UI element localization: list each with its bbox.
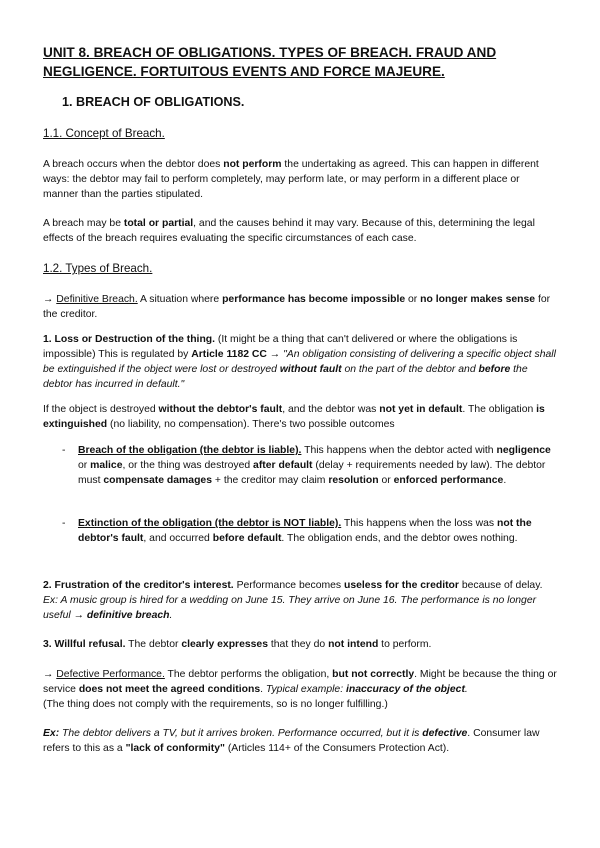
subsection-heading-types: 1.2. Types of Breach. (43, 262, 153, 275)
paragraph-total-partial: A breach may be total or partial, and the causes behind it may vary. Because of this, determining the legal effects of the breach requires evaluating the specific circumstances of each case. (43, 218, 535, 244)
paragraph-example-tv: Ex: The debtor delivers a TV, but it arrives broken. Performance occurred, but it is defective. Consumer law refers to this as a "lack of conformity" (Articles 114+ of the Consumers Protection Act). (43, 728, 540, 754)
paragraph-defective-performance: → Defective Performance. The debtor performs the obligation, but not correctly. Might be because the thing or service does not meet the agreed conditions. Typical example: inaccuracy of the object. (The thing does not comply with the requirements, so is no longer fulfilling.) (43, 669, 557, 710)
bullet-dash: - (62, 518, 66, 529)
document-title: UNIT 8. BREACH OF OBLIGATIONS. TYPES OF BREACH. FRAUD AND NEGLIGENCE. FORTUITOUS EVENTS AND FORCE MAJEURE. (43, 45, 497, 79)
list-item-breach-liable: - Breach of the obligation (the debtor is liable). This happens when the debtor acted with negligence or malice, or the thing was destroyed after default (delay + requirements needed by law). The debtor must compensate damages + the creditor may claim resolution or enforced performance. (62, 445, 551, 486)
paragraph-object-destroyed: If the object is destroyed without the debtor's fault, and the debtor was not yet in default. The obligation is extinguished (no liability, no compensation). There's two possible outcomes (43, 404, 545, 430)
bullet-dash: - (62, 445, 66, 456)
paragraph-loss-destruction: 1. Loss or Destruction of the thing. (It might be a thing that can't delivered or where the obligations is impossible) This is regulated by Article 1182 CC → "An obligation consisting of delivering a specific object shall be extinguished if the object were lost or destroyed without fault on the part of the debtor and before the debtor has incurred in default." (43, 334, 556, 390)
subsection-heading-concept: 1.1. Concept of Breach. (43, 127, 165, 140)
paragraph-breach-definition: A breach occurs when the debtor does not perform the undertaking as agreed. This can happen in different ways: the debtor may fail to perform completely, may perform late, or may perform in a different place or manner than the parties stipulated. (43, 159, 539, 200)
section-heading-breach: 1. BREACH OF OBLIGATIONS. (62, 95, 245, 109)
paragraph-willful-refusal: 3. Willful refusal. The debtor clearly expresses that they do not intend to perform. (43, 639, 432, 650)
paragraph-definitive-breach: → Definitive Breach. A situation where performance has become impossible or no longer makes sense for the creditor. (43, 294, 551, 320)
paragraph-frustration: 2. Frustration of the creditor's interest. Performance becomes useless for the creditor because of delay. Ex: A music group is hired for a wedding on June 15. They arrive on June 16. The performance is no longer useful → definitive breach. (43, 580, 543, 621)
list-item-extinction-not-liable: - Extinction of the obligation (the debtor is NOT liable). This happens when the loss was not the debtor's fault, and occurred before default. The obligation ends, and the debtor owes nothing. (62, 518, 532, 544)
